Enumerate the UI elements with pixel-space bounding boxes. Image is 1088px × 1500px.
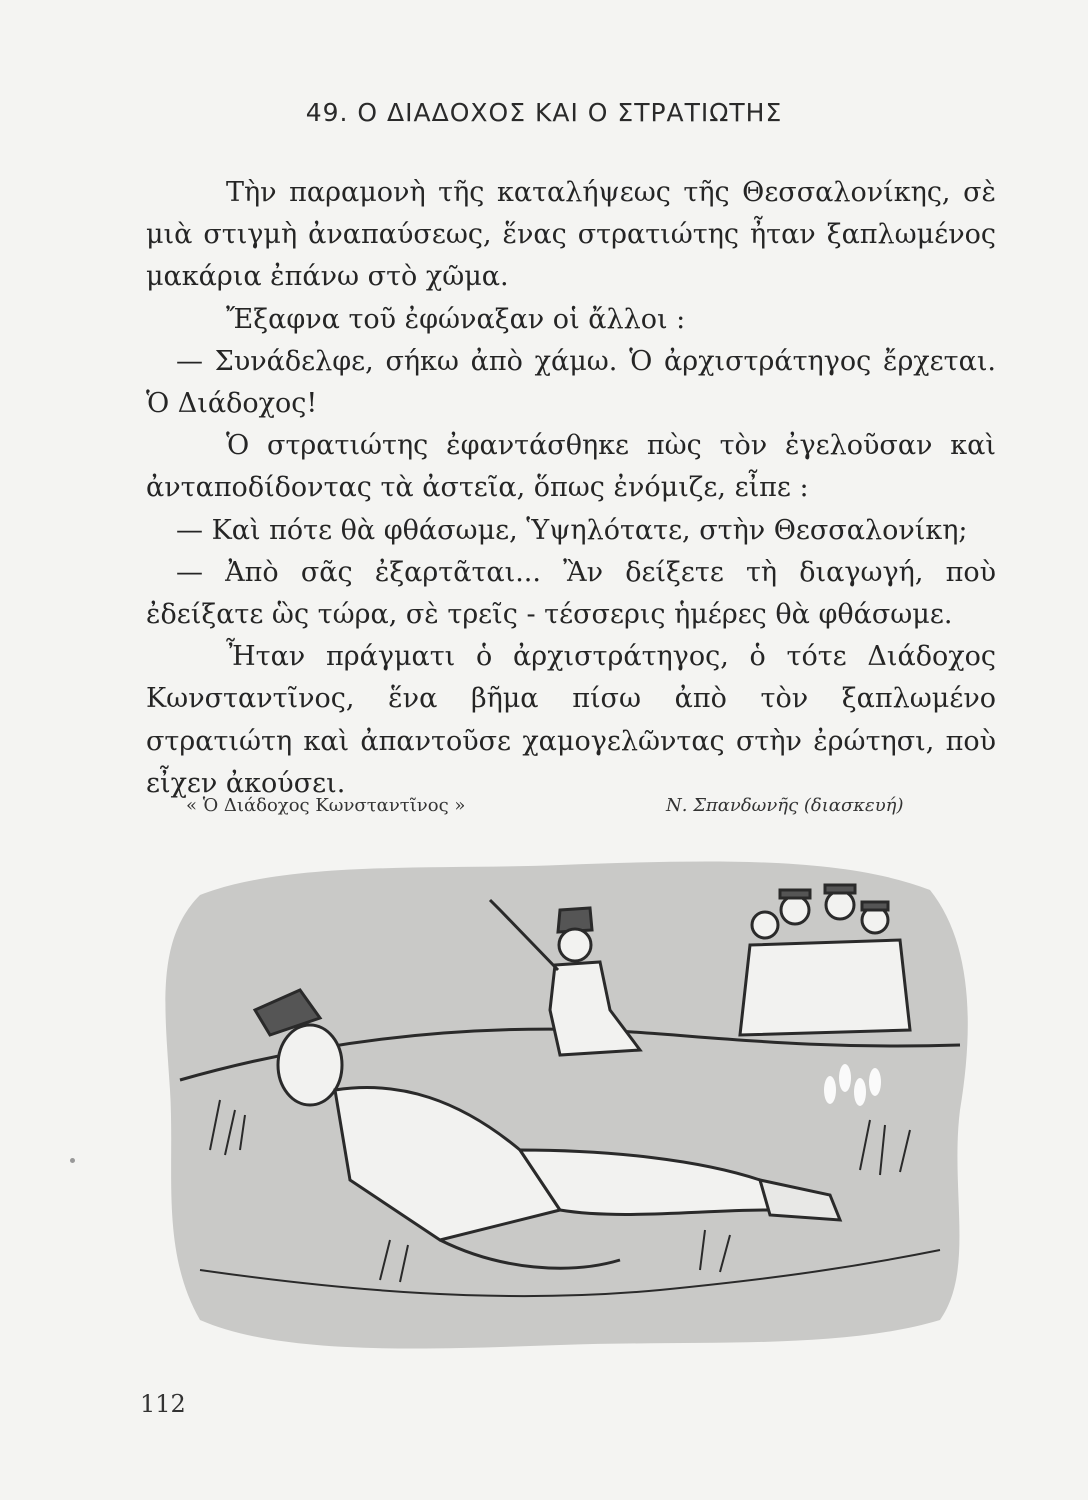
paragraph-2: Ἔξαφνα τοῦ ἐφώναξαν οἱ ἄλλοι :: [226, 303, 686, 335]
paragraph-5: — Καὶ πότε θὰ φθάσωμε, Ὑψηλότατε, στὴν Θεσσαλονίκη;: [176, 514, 968, 546]
paragraph-6: — Ἀπὸ σᾶς ἐξαρτᾶται... Ἂν δείξετε τὴ διαγωγή, ποὺ ἐδείξατε ὣς τώρα, σὲ τρεῖς - τέσσερις ἡμέρες θὰ φθάσωμε.: [146, 556, 996, 631]
page-number: 112: [140, 1390, 186, 1418]
source-title: « Ὁ Διάδοχος Κωνσταντῖνος »: [186, 795, 466, 816]
soldier-illustration: [140, 850, 980, 1370]
paragraph-1: Τὴν παραμονὴ τῆς καταλήψεως τῆς Θεσσαλονίκης, σὲ μιὰ στιγμὴ ἀναπαύσεως, ἕνας στρατιώτης ἦταν ξαπλωμένος μακάρια ἐπάνω στὸ χῶμα.: [146, 177, 996, 293]
story-text: [146, 172, 996, 805]
paragraph-7: Ἦταν πράγματι ὁ ἀρχιστράτηγος, ὁ τότε Διάδοχος Κωνσταντῖνος, ἕνα βῆμα πίσω ἀπὸ τὸν ξαπλωμένο στρατιώτη καὶ ἀπαντοῦσε χαμογελῶντας στὴν ἐρώτησι, ποὺ εἶχεν ἀκούσει.: [146, 641, 996, 799]
source-credits: [186, 795, 956, 825]
paragraph-4: Ὁ στρατιώτης ἐφαντάσθηκε πὼς τὸν ἐγελοῦσαν καὶ ἀνταποδίδοντας τὰ ἀστεῖα, ὅπως ἐνόμιζε, εἶπε :: [146, 430, 996, 504]
chapter-title: 49. Ο ΔΙΑΔΟΧΟΣ ΚΑΙ Ο ΣΤΡΑΤΙΩΤΗΣ: [305, 98, 783, 127]
paragraph-3: — Συνάδελφε, σήκω ἀπὸ χάμω. Ὁ ἀρχιστράτηγος ἔρχεται. Ὁ Διάδοχος!: [146, 345, 996, 420]
source-author: Ν. Σπανδωνῆς (διασκευή): [666, 795, 904, 816]
page-speck: [70, 1158, 75, 1163]
